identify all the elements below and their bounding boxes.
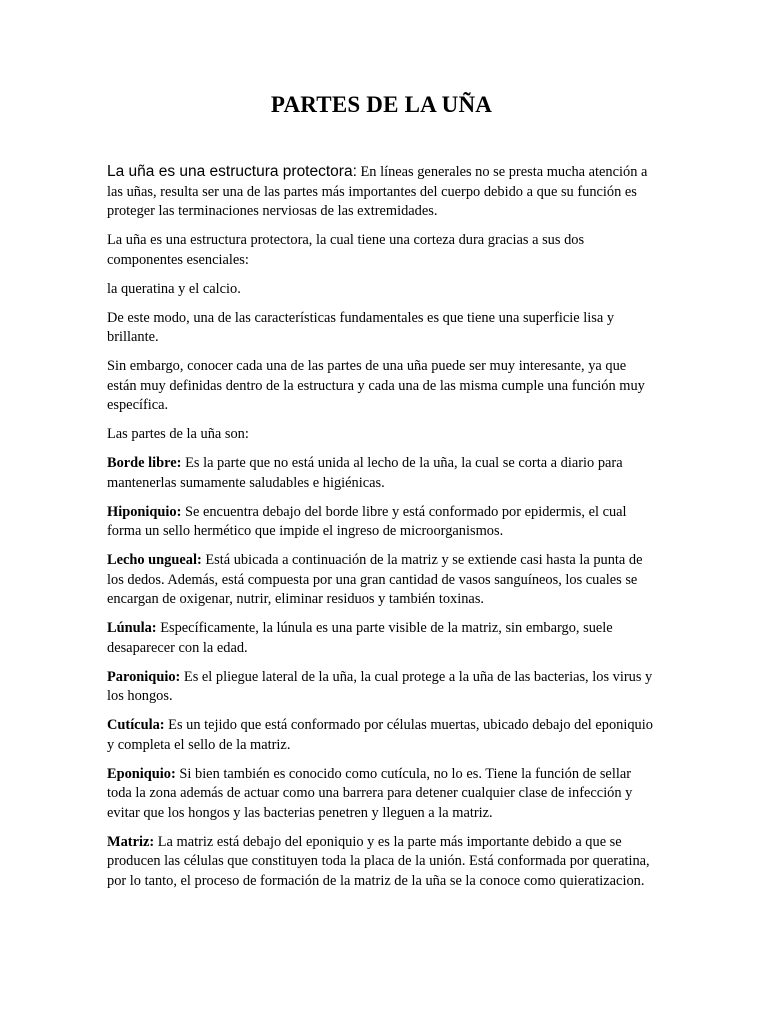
part-term: Matriz:	[107, 833, 155, 850]
part-description: Si bien también es conocido como cutícula, no lo es. Tiene la función de sellar toda la zona además de actuar como una barrera para detener cualquier clase de infección y evitar que los hongos y las bacterias penetren y lleguen a la matriz.	[107, 765, 633, 821]
part-description: Es un tejido que está conformado por células muertas, ubicado debajo del eponiquio y completa el sello de la matriz.	[107, 717, 653, 753]
part-term: Cutícula:	[107, 717, 165, 733]
part-term: Hiponiquio:	[107, 503, 182, 520]
part-lecho-ungueal	[107, 551, 656, 610]
part-description: Se encuentra debajo del borde libre y está conformado por epidermis, el cual forma un sello hermético que impide el ingreso de microorganismos.	[107, 503, 627, 539]
part-cuticula	[107, 716, 656, 755]
paragraph-parts-interest: Sin embargo, conocer cada una de las partes de una uña puede ser muy interesante, ya que están muy definidas dentro de la estructura y cada una de las misma cumple una función muy específica.	[107, 358, 645, 413]
page-title: PARTES DE LA UÑA	[270, 92, 493, 117]
part-lunula	[107, 619, 656, 658]
paragraph-characteristics: De este modo, una de las características fundamentales es que tiene una superficie lisa y brillante.	[107, 309, 615, 345]
paragraph-components: La uña es una estructura protectora, la cual tiene una corteza dura gracias a sus dos componentes esenciales:	[107, 232, 585, 268]
part-description: Está ubicada a continuación de la matriz y se extiende casi hasta la punta de los dedos. Además, está compuesta por una gran cantidad de vasos sanguíneos, los cuales se encargan de oxigenar, nutrir, eliminar residuos y también toxinas.	[107, 552, 643, 607]
part-description: Es el pliegue lateral de la uña, la cual protege a la uña de las bacterias, los virus y los hongos.	[107, 668, 653, 704]
part-term: Lecho ungueal:	[107, 552, 202, 568]
part-hiponiquio	[107, 503, 656, 542]
part-eponiquio	[107, 765, 656, 824]
paragraph-parts-list-intro: Las partes de la uña son:	[107, 426, 249, 442]
part-term: Paroniquio:	[107, 668, 181, 685]
intro-lead: La uña es una estructura protectora:	[107, 163, 357, 180]
part-term: Borde libre:	[107, 455, 182, 471]
part-description: Específicamente, la lúnula es una parte visible de la matriz, sin embargo, suele desaparecer con la edad.	[107, 620, 613, 656]
part-borde-libre	[107, 454, 656, 493]
part-paroniquio	[107, 668, 656, 707]
part-term: Eponiquio:	[107, 765, 176, 782]
part-description: Es la parte que no está unida al lecho de la uña, la cual se corta a diario para mantenerlas sumamente saludables e higiénicas.	[107, 455, 623, 491]
part-term: Lúnula:	[107, 620, 157, 636]
intro-text: En líneas generales no se presta mucha atención a las uñas, resulta ser una de las partes más importantes del cuerpo debido a que su función es proteger las terminaciones nerviosas de las extremidades.	[107, 164, 648, 219]
part-matriz	[107, 833, 656, 892]
paragraph-queratina: la queratina y el calcio.	[107, 280, 241, 297]
part-description: La matriz está debajo del eponiquio y es la parte más importante debido a que se producen las células que constituyen toda la placa de la unión. Está conformada por queratina, por lo tanto, el proceso de formación de la matriz de la uña se la conoce como quieratizacion.	[107, 833, 650, 889]
intro-paragraph	[107, 162, 656, 222]
